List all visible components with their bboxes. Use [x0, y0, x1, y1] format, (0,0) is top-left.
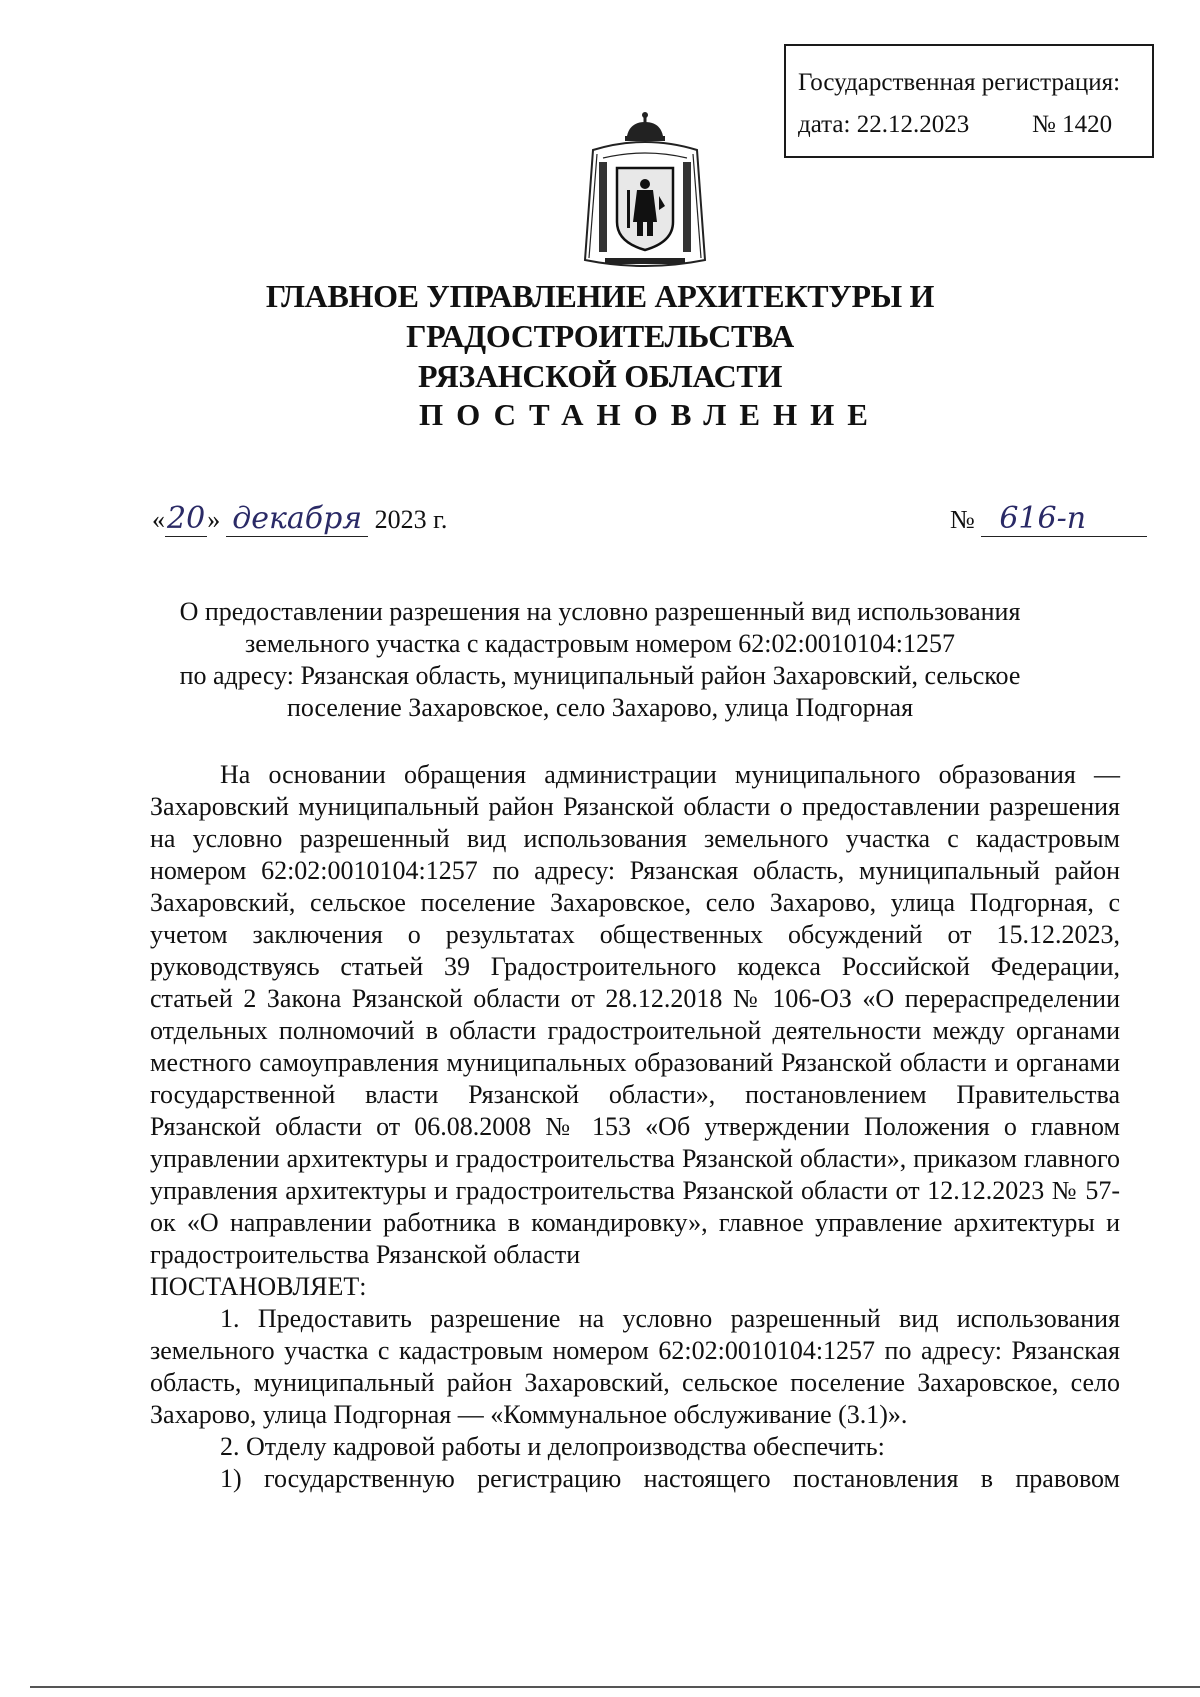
date-year: 2023 г. [374, 505, 448, 534]
coat-of-arms-emblem [575, 110, 715, 270]
date-month-handwritten: декабря [226, 501, 368, 537]
date-open-quote: « [152, 505, 165, 534]
subject-line-2: земельного участка с кадастровым номером 62:02:0010104:1257 [245, 629, 955, 658]
organization-line-2: РЯЗАНСКОЙ ОБЛАСТИ [417, 358, 783, 394]
decree-subject [150, 596, 1050, 724]
document-type-heading: ПОСТАНОВЛЕНИЕ [419, 397, 881, 432]
registration-date: дата: 22.12.2023 [798, 111, 970, 138]
preamble-paragraph: На основании обращения администрации муниципального образования — Захаровский муниципальный район Рязанской области о предоставлении разрешения на условно разрешенный вид использования земельного участка с кадастровым номером 62:02:0010104:1257 по адресу: Рязанская область, муниципальный район Захаровский, сельское поселение Захаровское, село Захарово, улица Подгорная, с учетом заключения о результатах общественных обсуждений от 15.12.2023, руководствуясь статьей 39 Градостроительного кодекса Российской Федерации, статьей 2 Закона Рязанской области от 28.12.2018 № 106-ОЗ «О перераспределении отдельных полномочий в области градостроительной деятельности между органами местного самоуправления муниципальных образований Рязанской области и органами государственной власти Рязанской области», постановлением Правительства Рязанской области от 06.08.2008 № 153 «Об утверждении Положения о главном управлении архитектуры и градостроительства Рязанской области», приказом главного управления архитектуры и градостроительства Рязанской области от 12.12.2023 № 57-ок «О направлении работника в командировку», главное управление архитектуры и градостроительства Рязанской области [150, 760, 1120, 1269]
subject-line-1: О предоставлении разрешения на условно разрешенный вид использования [179, 597, 1021, 626]
decree-body [150, 759, 1120, 1495]
organization-line-1: ГЛАВНОЕ УПРАВЛЕНИЕ АРХИТЕКТУРЫ И ГРАДОСТРОИТЕЛЬСТВА [265, 278, 935, 354]
date-close-quote: » [207, 505, 221, 534]
organization-name [80, 276, 1120, 396]
registration-stamp [784, 44, 1154, 158]
subject-line-4: поселение Захаровское, село Захарово, улица Подгорная [286, 693, 914, 722]
decree-number-label: № [950, 505, 975, 534]
item-1-paragraph: 1. Предоставить разрешение на условно разрешенный вид использования земельного участка с кадастровым номером 62:02:0010104:1257 по адресу: Рязанская область, муниципальный район Захаровский, сельское поселение Захаровское, село Захарово, улица Подгорная — «Коммунальное обслуживание (3.1)». [150, 1304, 1120, 1429]
decree-number [950, 501, 1147, 537]
registration-number: № 1420 [1032, 111, 1113, 138]
decree-date [152, 501, 447, 537]
registration-title: Государственная регистрация: [798, 69, 1121, 96]
decree-number-handwritten: 616-п [981, 501, 1147, 537]
subject-line-3: по адресу: Рязанская область, муниципальный район Захаровский, сельское [179, 661, 1021, 690]
decree-word: ПОСТАНОВЛЯЕТ: [150, 1272, 367, 1301]
item-2-paragraph: 2. Отделу кадровой работы и делопроизводства обеспечить: [220, 1432, 885, 1461]
date-day-handwritten: 20 [167, 501, 206, 536]
page-bottom-rule [30, 1686, 1200, 1688]
item-2-1-paragraph: 1) государственную регистрацию настоящего постановления в правовом [220, 1464, 1120, 1493]
